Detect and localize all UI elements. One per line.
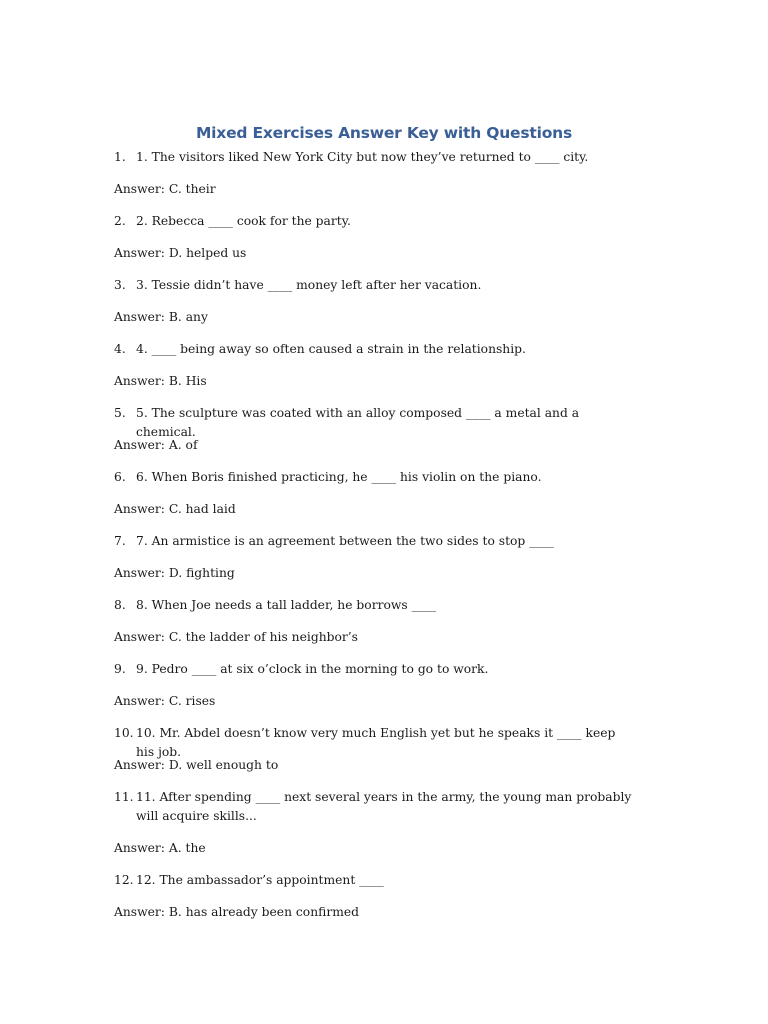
question-item [114, 532, 654, 596]
question-item [114, 468, 654, 532]
answer-text: Answer: A. the [114, 841, 206, 855]
question-item [114, 148, 654, 212]
question-number: 5. [114, 406, 126, 420]
answer-text: Answer: B. His [114, 374, 207, 388]
document-title: Mixed Exercises Answer Key with Questions [195, 124, 573, 142]
answer-text: Answer: C. their [114, 182, 216, 196]
answer-text: Answer: D. fighting [114, 566, 235, 580]
question-text: 6. When Boris finished practicing, he ____ his violin on the piano. [136, 470, 542, 484]
question-number: 11. [114, 790, 134, 804]
answer-text: Answer: D. well enough to [114, 758, 279, 772]
question-item [114, 276, 654, 340]
question-number: 9. [114, 662, 126, 676]
question-number: 6. [114, 470, 126, 484]
question-number: 3. [114, 278, 126, 292]
question-text: 5. The sculpture was coated with an alloy composed ____ a metal and a chemical. [136, 406, 580, 439]
answer-text: Answer: B. any [114, 310, 208, 324]
answer-text: Answer: D. helped us [114, 246, 247, 260]
question-text: 11. After spending ____ next several years in the army, the young man probably will acquire skills... [136, 790, 632, 823]
question-text: 4. ____ being away so often caused a strain in the relationship. [136, 342, 526, 356]
answer-text: Answer: B. has already been confirmed [114, 905, 360, 919]
answer-text: Answer: A. of [114, 438, 198, 452]
question-item [114, 340, 654, 404]
question-text: 8. When Joe needs a tall ladder, he borrows ____ [136, 598, 437, 612]
question-number: 12. [114, 873, 134, 887]
question-item [114, 660, 654, 724]
answer-text: Answer: C. had laid [114, 502, 236, 516]
question-item [114, 724, 654, 788]
question-number: 8. [114, 598, 126, 612]
question-text: 3. Tessie didn’t have ____ money left after her vacation. [136, 278, 482, 292]
question-number: 4. [114, 342, 126, 356]
question-number: 1. [114, 150, 126, 164]
question-item [114, 404, 654, 468]
question-number: 2. [114, 214, 126, 228]
question-text: 2. Rebecca ____ cook for the party. [136, 214, 351, 228]
question-list [114, 148, 654, 935]
question-text: 9. Pedro ____ at six o’clock in the morning to go to work. [136, 662, 489, 676]
question-item [114, 212, 654, 276]
question-text: 12. The ambassador’s appointment ____ [136, 873, 384, 887]
answer-text: Answer: C. rises [114, 694, 216, 708]
question-number: 10. [114, 726, 134, 740]
question-number: 7. [114, 534, 126, 548]
question-item [114, 596, 654, 660]
answer-text: Answer: C. the ladder of his neighbor’s [114, 630, 358, 644]
question-text: 10. Mr. Abdel doesn’t know very much English yet but he speaks it ____ keep his job. [136, 726, 616, 759]
question-text: 7. An armistice is an agreement between the two sides to stop ____ [136, 534, 554, 548]
question-item [114, 871, 654, 935]
question-item [114, 788, 654, 871]
question-text: 1. The visitors liked New York City but now they’ve returned to ____ city. [136, 150, 589, 164]
